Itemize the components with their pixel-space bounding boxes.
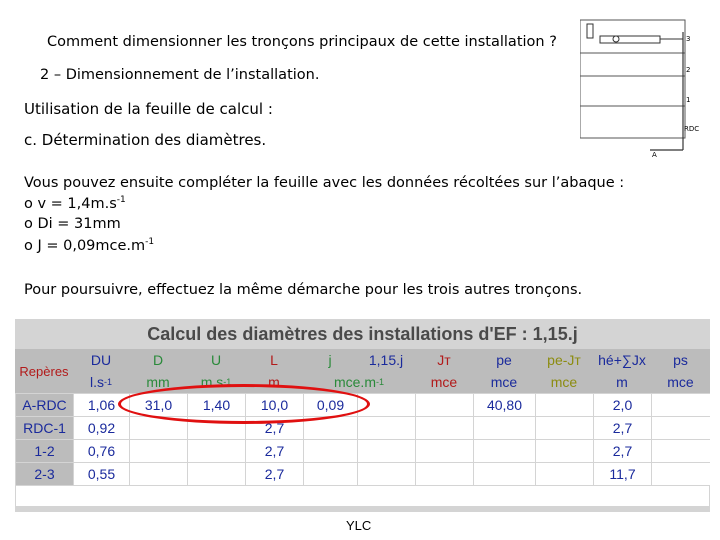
bullet-diameter — [24, 216, 121, 232]
unit-u: m.s -1 — [187, 371, 245, 393]
cell-j115-row-2 — [358, 440, 415, 462]
cell-rep-row-2: 1-2 — [16, 440, 73, 462]
followup-text: Pour poursuivre, effectuez la même démarche pour les trois autres tronçons. — [24, 282, 583, 298]
floor-label-rdc: RDC — [684, 125, 700, 133]
valve-icon — [613, 36, 619, 42]
cell-u-row-0: 1,40 — [188, 394, 245, 416]
unit-l: m — [245, 371, 303, 393]
cell-jt-row-0 — [416, 394, 473, 416]
cell-du-row-1: 0,92 — [74, 417, 129, 439]
cell-pe-row-2 — [474, 440, 535, 462]
cell-hej-row-2: 2,7 — [594, 440, 651, 462]
cell-ps-row-1 — [652, 417, 710, 439]
cell-hej-row-1: 2,7 — [594, 417, 651, 439]
cell-jt-row-2 — [416, 440, 473, 462]
cell-pejt-row-3 — [536, 463, 593, 485]
cell-rep-row-1: RDC-1 — [16, 417, 73, 439]
cell-d-row-0: 31,0 — [130, 394, 187, 416]
floor-label-2: 2 — [686, 66, 691, 74]
bullet-velocity-base: o v = 1,4m.s — [24, 195, 117, 212]
cell-j115-row-1 — [358, 417, 415, 439]
cell-j-row-0: 0,09 — [304, 394, 357, 416]
header-u: U — [187, 349, 245, 371]
floor-label-3: 3 — [686, 35, 691, 43]
unit-hej: m — [593, 371, 651, 393]
cell-pe-row-0: 40,80 — [474, 394, 535, 416]
header-hej: hé+∑Jx — [593, 349, 651, 371]
cell-d-row-3 — [130, 463, 187, 485]
cell-u-row-3 — [188, 463, 245, 485]
point-label-a: A — [652, 151, 657, 158]
header-jt: Jт — [415, 349, 473, 371]
bullet-loss-base: o J = 0,09mce.m — [24, 237, 146, 254]
cell-j-row-2 — [304, 440, 357, 462]
floor-label-1: 1 — [686, 96, 691, 104]
cell-rep-row-3: 2-3 — [16, 463, 73, 485]
header-reperes: Repères — [15, 349, 73, 393]
cell-u-row-2 — [188, 440, 245, 462]
cell-pe-row-3 — [474, 463, 535, 485]
sheet-title: Calcul des diamètres des installations d'EF : 1,15.j — [147, 324, 578, 344]
step-heading: c. Détermination des diamètres. — [24, 131, 267, 149]
wc-icon — [587, 24, 593, 38]
cell-du-row-0: 1,06 — [74, 394, 129, 416]
header-j: j — [303, 349, 357, 371]
cell-hej-row-0: 2,0 — [594, 394, 651, 416]
cell-pejt-row-2 — [536, 440, 593, 462]
cell-jt-row-1 — [416, 417, 473, 439]
unit-d: mm — [129, 371, 187, 393]
unit-ps: mce — [651, 371, 710, 393]
slide-title: Comment dimensionner les tronçons principaux de cette installation ? — [47, 34, 557, 50]
cell-jt-row-3 — [416, 463, 473, 485]
cell-j115-row-3 — [358, 463, 415, 485]
bullet-velocity-exp: -1 — [116, 195, 126, 205]
header-d: D — [129, 349, 187, 371]
unit-pejt: mce — [535, 371, 593, 393]
unit-du: l.s -1 — [73, 371, 129, 393]
cell-d-row-2 — [130, 440, 187, 462]
cell-du-row-3: 0,55 — [74, 463, 129, 485]
header-j115: 1,15.j — [357, 349, 415, 371]
header-pe: pe — [473, 349, 535, 371]
bullet-diameter-text: o Di = 31mm — [24, 216, 121, 232]
cell-rep-row-0: A-RDC — [16, 394, 73, 416]
cell-ps-row-0 — [652, 394, 710, 416]
highlight-oval — [118, 384, 370, 424]
cell-l-row-0: 10,0 — [246, 394, 303, 416]
header-pejt: pe-Jт — [535, 349, 593, 371]
footer-label: YLC — [346, 518, 372, 533]
subtitle: Utilisation de la feuille de calcul : — [24, 100, 273, 118]
header-du: DU — [73, 349, 129, 371]
unit-jt: mce — [415, 371, 473, 393]
header-l: L — [245, 349, 303, 371]
cell-pe-row-1 — [474, 417, 535, 439]
cell-ps-row-2 — [652, 440, 710, 462]
cell-hej-row-3: 11,7 — [594, 463, 651, 485]
bullet-loss — [24, 237, 154, 254]
fixtures-icon — [600, 36, 660, 43]
calc-sheet — [15, 319, 710, 512]
cell-j-row-3 — [304, 463, 357, 485]
sheet-empty-area — [16, 486, 709, 506]
building-diagram — [580, 18, 708, 158]
building-outline — [580, 20, 685, 138]
cell-pejt-row-0 — [536, 394, 593, 416]
cell-du-row-2: 0,76 — [74, 440, 129, 462]
cell-ps-row-3 — [652, 463, 710, 485]
unit-pe: mce — [473, 371, 535, 393]
cell-pejt-row-1 — [536, 417, 593, 439]
bullet-velocity — [24, 195, 126, 212]
cell-l-row-2: 2,7 — [246, 440, 303, 462]
cell-l-row-3: 2,7 — [246, 463, 303, 485]
cell-l-row-1: 2,7 — [246, 417, 303, 439]
intro-text: Vous pouvez ensuite compléter la feuille avec les données récoltées sur l’abaque : — [24, 175, 625, 191]
header-ps: ps — [651, 349, 710, 371]
section-heading: 2 – Dimensionnement de l’installation. — [40, 67, 320, 83]
unit-j: mce.m -1 — [303, 371, 415, 393]
bullet-loss-exp: -1 — [145, 237, 155, 247]
